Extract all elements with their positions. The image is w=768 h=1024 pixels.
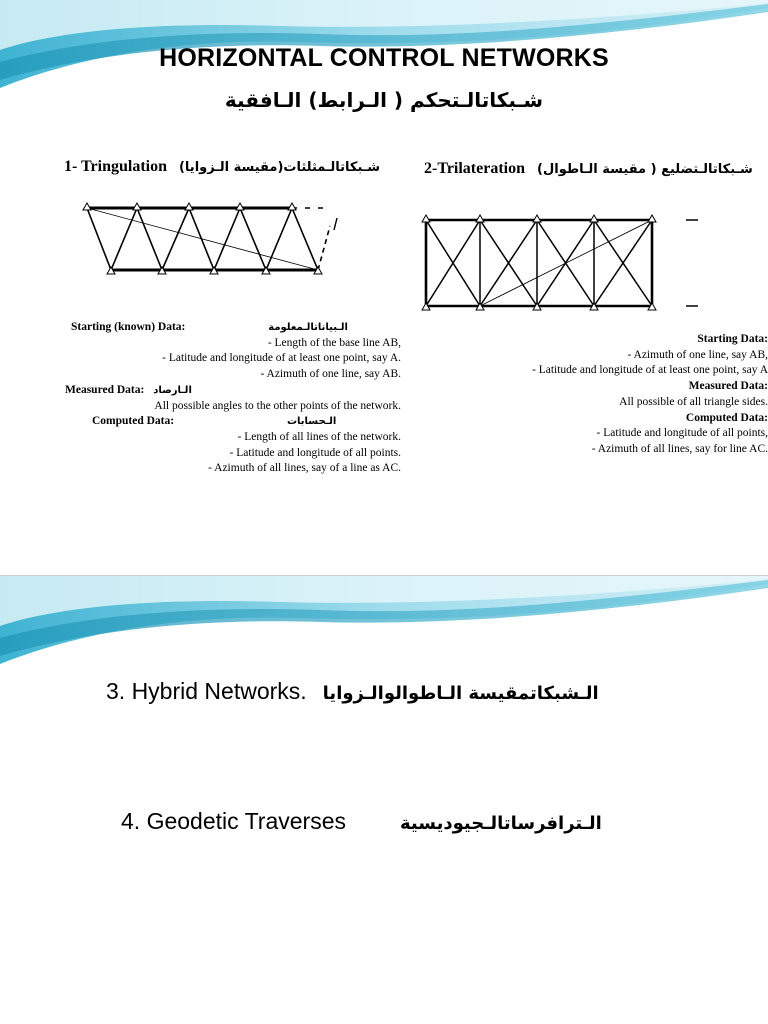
triangulation-data-block xyxy=(61,320,401,477)
trilateration-starting-item-1: - Azimuth of one line, say AB, xyxy=(627,348,768,361)
trilateration-heading xyxy=(424,160,753,178)
geodetic-traverses-line xyxy=(121,808,602,835)
triangulation-starting-label: Starting (known) Data: xyxy=(71,321,186,333)
triangulation-computed-label: Computed Data: xyxy=(92,415,175,428)
triangulation-computed-row xyxy=(61,414,401,430)
trilateration-heading-ar: شـبكاتالـتضليع ( مقيسة الـاطوال) xyxy=(537,162,753,177)
triangulation-measured-row xyxy=(61,383,401,399)
trilateration-computed-item-1: - Latitude and longitude of all points, xyxy=(596,427,768,440)
slide-title-arabic: شـبكاتالـتحكم ( الـرابط) الـافقية xyxy=(224,88,544,112)
trilateration-heading-en: 2-Trilateration xyxy=(424,160,526,177)
trilateration-measured-label: Measured Data: xyxy=(688,380,768,393)
triangulation-computed-ar: الـحسابات xyxy=(286,416,337,428)
geodetic-traverses-ar: الـترافرساتالـجيوديسية xyxy=(400,813,602,834)
geodetic-traverses-label: 4. Geodetic Traverses xyxy=(121,808,346,834)
triangulation-heading-en: 1- Tringulation xyxy=(64,158,167,175)
hybrid-networks-line xyxy=(106,678,599,705)
triangulation-computed-item-1: - Length of all lines of the network. xyxy=(237,430,401,443)
trilateration-network-diagram xyxy=(416,210,716,320)
slide-2 xyxy=(0,576,768,1024)
triangulation-starting-item-3: - Azimuth of one line, say AB. xyxy=(260,368,401,381)
triangulation-starting-row xyxy=(61,320,401,336)
triangulation-heading xyxy=(64,158,380,176)
triangulation-measured-label: Measured Data: xyxy=(65,383,145,396)
triangulation-starting-ar: الـبياناتالـمعلومة xyxy=(268,322,348,333)
triangulation-measured-ar: الـارصاد xyxy=(153,384,192,396)
trilateration-computed-item-2: - Azimuth of all lines, say for line AC. xyxy=(591,442,768,455)
triangulation-computed-item-3: - Azimuth of all lines, say of a line as AC. xyxy=(208,462,401,475)
slide-title: HORIZONTAL CONTROL NETWORKS xyxy=(159,44,609,72)
triangulation-computed-item-2: - Latitude and longitude of all points. xyxy=(229,446,401,459)
triangulation-heading-ar: شـبكاتالـمثلثات(مقيسة الـزوايا) xyxy=(178,160,381,175)
trilateration-computed-label: Computed Data: xyxy=(685,411,768,424)
hybrid-networks-label: 3. Hybrid Networks. xyxy=(106,678,307,704)
triangulation-starting-item-1: - Length of the base line AB, xyxy=(267,336,401,349)
trilateration-data-block xyxy=(468,332,768,458)
triangulation-network-diagram xyxy=(54,190,354,300)
trilateration-measured-text: All possible of all triangle sides. xyxy=(619,395,768,408)
trilateration-starting-item-2: - Latitude and longitude of at least one point, say A xyxy=(531,364,768,377)
triangulation-starting-item-2: - Latitude and longitude of at least one point, say A. xyxy=(162,352,401,365)
hybrid-networks-ar: الـشبكاتمقيسة الـاطوالوالـزوايا xyxy=(322,683,599,704)
triangulation-measured-text: All possible angles to the other points of the network. xyxy=(154,399,401,412)
trilateration-starting-label: Starting Data: xyxy=(697,333,768,345)
header-wave-decoration-2 xyxy=(0,576,768,666)
